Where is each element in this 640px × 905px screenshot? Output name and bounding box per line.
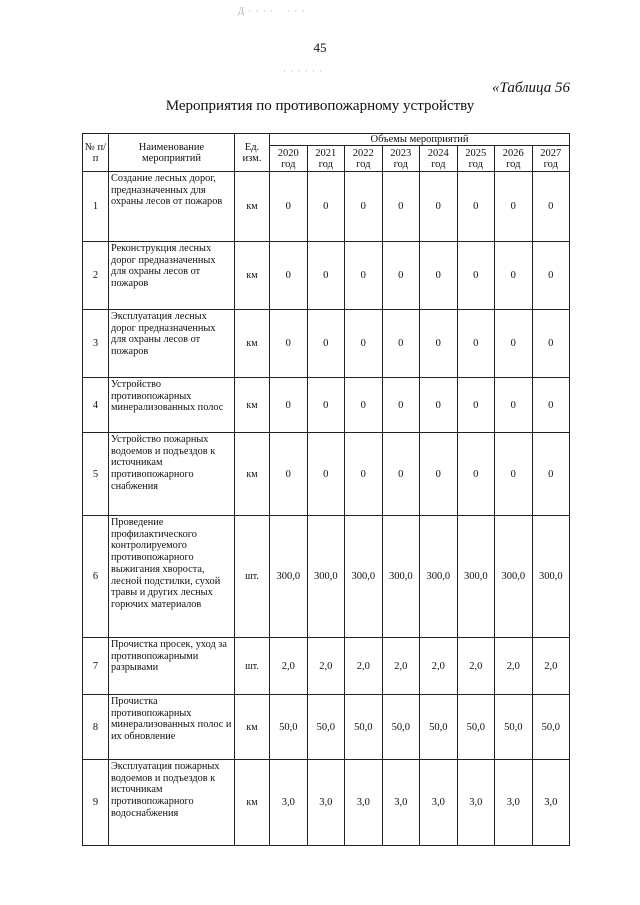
value-cell: 2,0 [382,638,420,695]
page-number: 45 [313,40,327,55]
value-cell: 0 [345,172,383,242]
value-cell: 0 [307,172,345,242]
value-cell: 50,0 [457,695,495,760]
event-name: Прочистка противопожарных минерализованных полос и их обновление [109,695,235,760]
value-cell: 2,0 [307,638,345,695]
value-cell: 0 [307,310,345,378]
value-cell: 0 [457,172,495,242]
event-name: Проведение профилактического контролируемого противопожарного выжигания хвороста, лесной подстилки, сухой травы и других лесных горючих материалов [109,516,235,638]
value-cell: 0 [382,378,420,433]
event-name: Создание лесных дорог, предназначенных для охраны лесов от пожаров [109,172,235,242]
row-number: 3 [83,310,109,378]
value-cell: 0 [382,172,420,242]
value-cell: 300,0 [532,516,570,638]
value-cell: 50,0 [495,695,533,760]
value-cell: 50,0 [420,695,458,760]
row-number: 5 [83,433,109,516]
value-cell: 0 [307,378,345,433]
event-name: Эксплуатация лесных дорог предназначенных для охраны лесов от пожаров [109,310,235,378]
header-unit: Ед. изм. [235,134,270,172]
value-cell: 0 [270,378,308,433]
value-cell: 0 [345,378,383,433]
header-number: № п/п [83,134,109,172]
events-table [82,133,570,846]
value-cell: 0 [345,433,383,516]
row-number: 1 [83,172,109,242]
value-cell: 0 [307,242,345,310]
header-volumes: Объемы мероприятий [270,134,570,146]
value-cell: 0 [270,242,308,310]
value-cell: 300,0 [420,516,458,638]
scan-artifact: · · · · · · [283,66,324,76]
unit-cell: км [235,760,270,846]
value-cell: 3,0 [345,760,383,846]
header-year: 2020 год [270,146,308,172]
unit-cell: км [235,242,270,310]
table-body [83,172,570,846]
table-row [83,516,570,638]
value-cell: 0 [495,242,533,310]
value-cell: 3,0 [382,760,420,846]
value-cell: 0 [420,378,458,433]
value-cell: 3,0 [270,760,308,846]
value-cell: 0 [457,242,495,310]
value-cell: 2,0 [457,638,495,695]
header-year: 2022 год [345,146,383,172]
header-name: Наименование мероприятий [109,134,235,172]
value-cell: 2,0 [495,638,533,695]
value-cell: 0 [532,378,570,433]
value-cell: 3,0 [420,760,458,846]
value-cell: 50,0 [345,695,383,760]
value-cell: 0 [307,433,345,516]
value-cell: 300,0 [307,516,345,638]
value-cell: 300,0 [270,516,308,638]
value-cell: 0 [495,310,533,378]
unit-cell: км [235,172,270,242]
value-cell: 3,0 [495,760,533,846]
value-cell: 50,0 [532,695,570,760]
row-number: 8 [83,695,109,760]
event-name: Реконструкция лесных дорог предназначенных для охраны лесов от пожаров [109,242,235,310]
value-cell: 0 [270,172,308,242]
value-cell: 0 [420,242,458,310]
header-year: 2025 год [457,146,495,172]
header-year: 2023 год [382,146,420,172]
value-cell: 0 [382,310,420,378]
header-year: 2024 год [420,146,458,172]
document-title: Мероприятия по противопожарному устройству [165,98,475,114]
value-cell: 300,0 [382,516,420,638]
header-year: 2021 год [307,146,345,172]
value-cell: 0 [457,378,495,433]
value-cell: 300,0 [457,516,495,638]
value-cell: 3,0 [457,760,495,846]
value-cell: 0 [457,433,495,516]
unit-cell: шт. [235,516,270,638]
value-cell: 0 [495,172,533,242]
value-cell: 0 [532,433,570,516]
value-cell: 50,0 [382,695,420,760]
value-cell: 0 [270,310,308,378]
value-cell: 0 [420,433,458,516]
value-cell: 0 [495,378,533,433]
event-name: Устройство пожарных водоемов и подъездов к источникам противопожарного снабжения [109,433,235,516]
value-cell: 0 [345,242,383,310]
unit-cell: км [235,695,270,760]
value-cell: 3,0 [307,760,345,846]
header-year: 2026 год [495,146,533,172]
value-cell: 0 [270,433,308,516]
row-number: 2 [83,242,109,310]
table-row [83,695,570,760]
value-cell: 2,0 [270,638,308,695]
unit-cell: шт. [235,638,270,695]
table-row [83,378,570,433]
value-cell: 0 [420,172,458,242]
table-row [83,638,570,695]
value-cell: 300,0 [495,516,533,638]
value-cell: 0 [532,242,570,310]
row-number: 9 [83,760,109,846]
table-label: «Таблица 56 [492,80,570,96]
table-row [83,760,570,846]
table-row [83,310,570,378]
value-cell: 50,0 [270,695,308,760]
unit-cell: км [235,433,270,516]
value-cell: 0 [420,310,458,378]
value-cell: 0 [382,242,420,310]
table-row [83,433,570,516]
event-name: Устройство противопожарных минерализованных полос [109,378,235,433]
scan-artifact: Д · · · · · · · [238,6,306,16]
row-number: 7 [83,638,109,695]
value-cell: 0 [457,310,495,378]
header-year: 2027 год [532,146,570,172]
value-cell: 0 [532,172,570,242]
value-cell: 3,0 [532,760,570,846]
value-cell: 0 [495,433,533,516]
value-cell: 2,0 [532,638,570,695]
value-cell: 2,0 [420,638,458,695]
unit-cell: км [235,310,270,378]
value-cell: 0 [345,310,383,378]
value-cell: 300,0 [345,516,383,638]
value-cell: 0 [382,433,420,516]
value-cell: 2,0 [345,638,383,695]
table-row [83,242,570,310]
unit-cell: км [235,378,270,433]
row-number: 6 [83,516,109,638]
value-cell: 0 [532,310,570,378]
event-name: Прочистка просек, уход за противопожарными разрывами [109,638,235,695]
value-cell: 50,0 [307,695,345,760]
event-name: Эксплуатация пожарных водоемов и подъездов к источникам противопожарного водоснабжения [109,760,235,846]
table-row [83,172,570,242]
row-number: 4 [83,378,109,433]
